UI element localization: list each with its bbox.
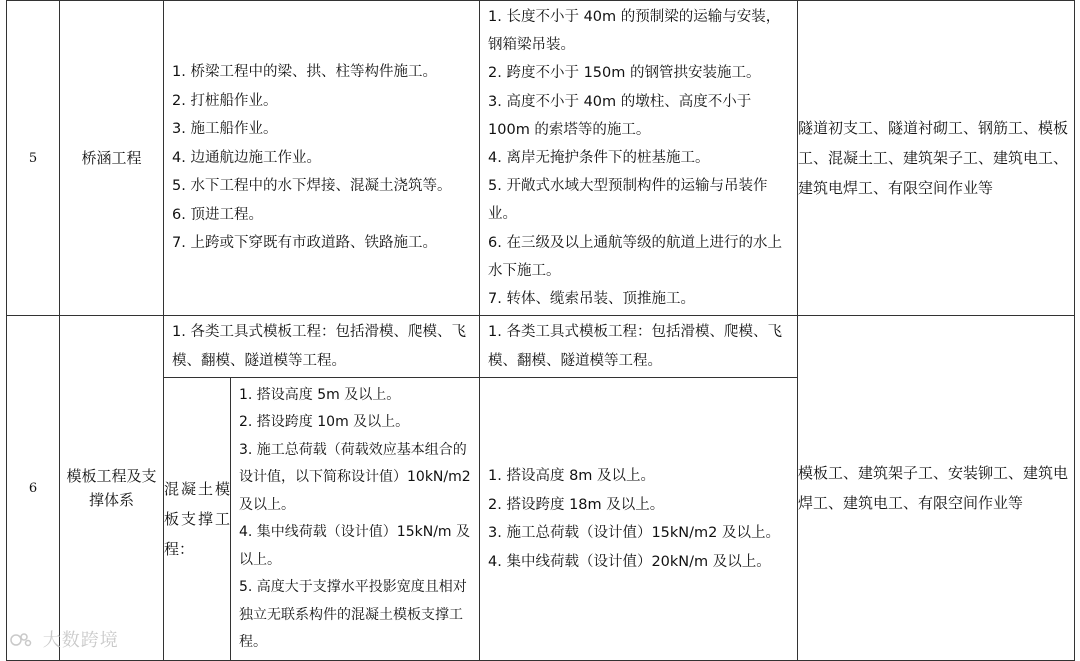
general-sub-cell: [231, 378, 480, 661]
major-sub-list: [480, 460, 797, 578]
project-name: 模板工程及支撑体系: [60, 316, 164, 661]
list-item: 4. 离岸无掩护条件下的桩基施工。: [488, 150, 710, 167]
list-item: 7. 上跨或下穿既有市政道路、铁路施工。: [172, 235, 437, 252]
construction-table: [6, 0, 1075, 661]
table-row: [7, 316, 1075, 378]
list-item: 5. 高度大于支撑水平投影宽度且相对独立无联系构件的混凝土模板支撑工程。: [239, 579, 467, 651]
row-index: 6: [7, 316, 60, 661]
general-top-cell: [164, 316, 480, 378]
list-item: 6. 在三级及以上通航等级的航道上进行的水上水下施工。: [488, 234, 782, 279]
general-sub-list: [231, 380, 479, 659]
table-row: [7, 1, 1075, 316]
list-item: 4. 集中线荷载（设计值）20kN/m 及以上。: [488, 553, 771, 570]
major-top-cell: [480, 316, 798, 378]
list-item: 5. 水下工程中的水下焊接、混凝土浇筑等。: [172, 178, 452, 195]
list-item: 1. 搭设高度 8m 及以上。: [488, 468, 656, 485]
project-name: 桥涵工程: [60, 1, 164, 316]
major-works-cell: [480, 1, 798, 316]
general-works-list: [164, 56, 479, 260]
major-works-list: [480, 1, 797, 315]
list-item: 2. 搭设跨度 18m 及以上。: [488, 496, 665, 513]
major-sub-cell: [480, 378, 798, 661]
workers-cell: 模板工、建筑架子工、安装铆工、建筑电焊工、建筑电工、有限空间作业等: [798, 316, 1075, 661]
watermark-text: 大数跨境: [42, 630, 119, 651]
list-item: 6. 顶进工程。: [172, 206, 263, 223]
major-top-item: 1. 各类工具式模板工程：包括滑模、爬模、飞模、翻模、隧道模等工程。: [488, 324, 782, 369]
list-item: 3. 施工船作业。: [172, 121, 278, 138]
list-item: 4. 边通航边施工作业。: [172, 149, 321, 166]
list-item: 1. 长度不小于 40m 的预制梁的运输与安装，钢箱梁吊装。: [488, 9, 781, 54]
list-item: 4. 集中线荷载（设计值）15kN/m 及以上。: [239, 524, 471, 568]
list-item: 1. 桥梁工程中的梁、拱、柱等构件施工。: [172, 64, 437, 81]
list-item: 3. 施工总荷载（荷载效应基本组合的设计值，以下简称设计值）10kN/m2 及以上。: [239, 441, 471, 513]
watermark-logo-icon: [10, 631, 32, 649]
list-item: 1. 搭设高度 5m 及以上。: [239, 386, 401, 403]
list-item: 2. 搭设跨度 10m 及以上。: [239, 414, 410, 431]
row-index: 5: [7, 1, 60, 316]
list-item: 7. 转体、缆索吊装、顶推施工。: [488, 291, 695, 308]
list-item: 2. 打桩船作业。: [172, 92, 278, 109]
sub-category-label: 混凝土模板支撑工程：: [164, 378, 231, 661]
workers-cell: 隧道初支工、隧道衬砌工、钢筋工、模板工、混凝土工、建筑架子工、建筑电工、建筑电焊工、有限空间作业等: [798, 1, 1075, 316]
general-works-cell: [164, 1, 480, 316]
general-top-item: 1. 各类工具式模板工程：包括滑模、爬模、飞模、翻模、隧道模等工程。: [172, 324, 466, 369]
list-item: 2. 跨度不小于 150m 的钢管拱安装施工。: [488, 65, 761, 82]
watermark: [10, 626, 119, 652]
list-item: 3. 高度不小于 40m 的墩柱、高度不小于 100m 的索塔等的施工。: [488, 93, 752, 138]
list-item: 3. 施工总荷载（设计值）15kN/m2 及以上。: [488, 525, 780, 542]
list-item: 5. 开敞式水域大型预制构件的运输与吊装作业。: [488, 178, 768, 223]
